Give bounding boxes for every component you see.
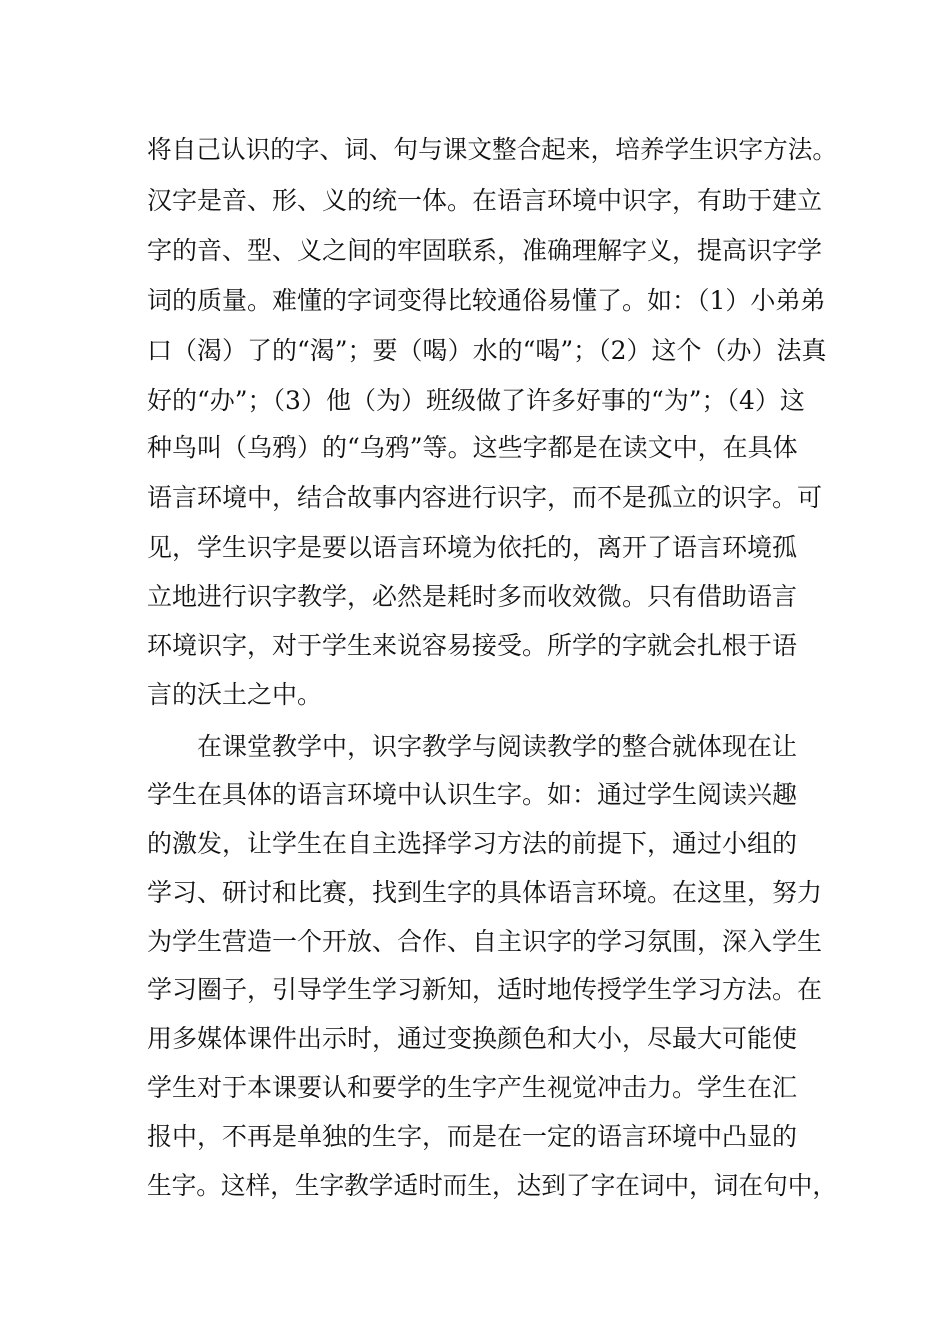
paragraph-2-line-7: 用多媒体课件出示时，通过变换颜色和大小，尽最大可能使 bbox=[147, 1024, 798, 1053]
paragraph-1-line-4: 词的质量。难懂的字词变得比较通俗易懂了。如：（1）小弟弟 bbox=[147, 286, 826, 315]
paragraph-1-line-7: 种鸟叫（乌鸦）的“乌鸦”等。这些字都是在读文中，在具体 bbox=[147, 433, 798, 462]
paragraph-2-line-6: 学习圈子，引导学生学习新知，适时地传授学生学习方法。在 bbox=[147, 975, 823, 1004]
paragraph-1-line-9: 见，学生识字是要以语言环境为依托的，离开了语言环境孤 bbox=[147, 533, 798, 562]
paragraph-2-line-5: 为学生营造一个开放、合作、自主识字的学习氛围，深入学生 bbox=[147, 927, 823, 956]
paragraph-2-line-10: 生字。这样，生字教学适时而生，达到了字在词中，词在句中， bbox=[147, 1171, 838, 1200]
paragraph-1-line-10: 立地进行识字教学，必然是耗时多而收效微。只有借助语言 bbox=[147, 582, 798, 611]
paragraph-1-line-8: 语言环境中，结合故事内容进行识字，而不是孤立的识字。可 bbox=[147, 483, 823, 512]
paragraph-2-line-4: 学习、研讨和比赛，找到生字的具体语言环境。在这里，努力 bbox=[147, 878, 823, 907]
paragraph-2-line-1: 在课堂教学中，识字教学与阅读教学的整合就体现在让 bbox=[197, 732, 798, 761]
paragraph-1-line-1: 将自己认识的字、词、句与课文整合起来，培养学生识字方法。 bbox=[147, 135, 838, 164]
paragraph-2-line-3: 的激发，让学生在自主选择学习方法的前提下，通过小组的 bbox=[147, 829, 798, 858]
paragraph-1-line-6: 好的“办”；（3）他（为）班级做了许多好事的“为”；（4）这 bbox=[147, 386, 805, 415]
paragraph-2-line-2: 学生在具体的语言环境中认识生字。如：通过学生阅读兴趣 bbox=[147, 780, 798, 809]
paragraph-1-line-3: 字的音、型、义之间的牢固联系，准确理解字义，提高识字学 bbox=[147, 236, 823, 265]
paragraph-1-line-12: 言的沃土之中。 bbox=[147, 680, 323, 709]
paragraph-2-line-8: 学生对于本课要认和要学的生字产生视觉冲击力。学生在汇 bbox=[147, 1073, 798, 1102]
paragraph-1-line-11: 环境识字，对于学生来说容易接受。所学的字就会扎根于语 bbox=[147, 631, 798, 660]
paragraph-1-line-2: 汉字是音、形、义的统一体。在语言环境中识字，有助于建立 bbox=[147, 186, 823, 215]
paragraph-2-line-9: 报中，不再是单独的生字，而是在一定的语言环境中凸显的 bbox=[147, 1122, 798, 1151]
paragraph-1-line-5: 口（渴）了的“渴”；要（喝）水的“喝”；（2）这个（办）法真 bbox=[147, 336, 827, 365]
